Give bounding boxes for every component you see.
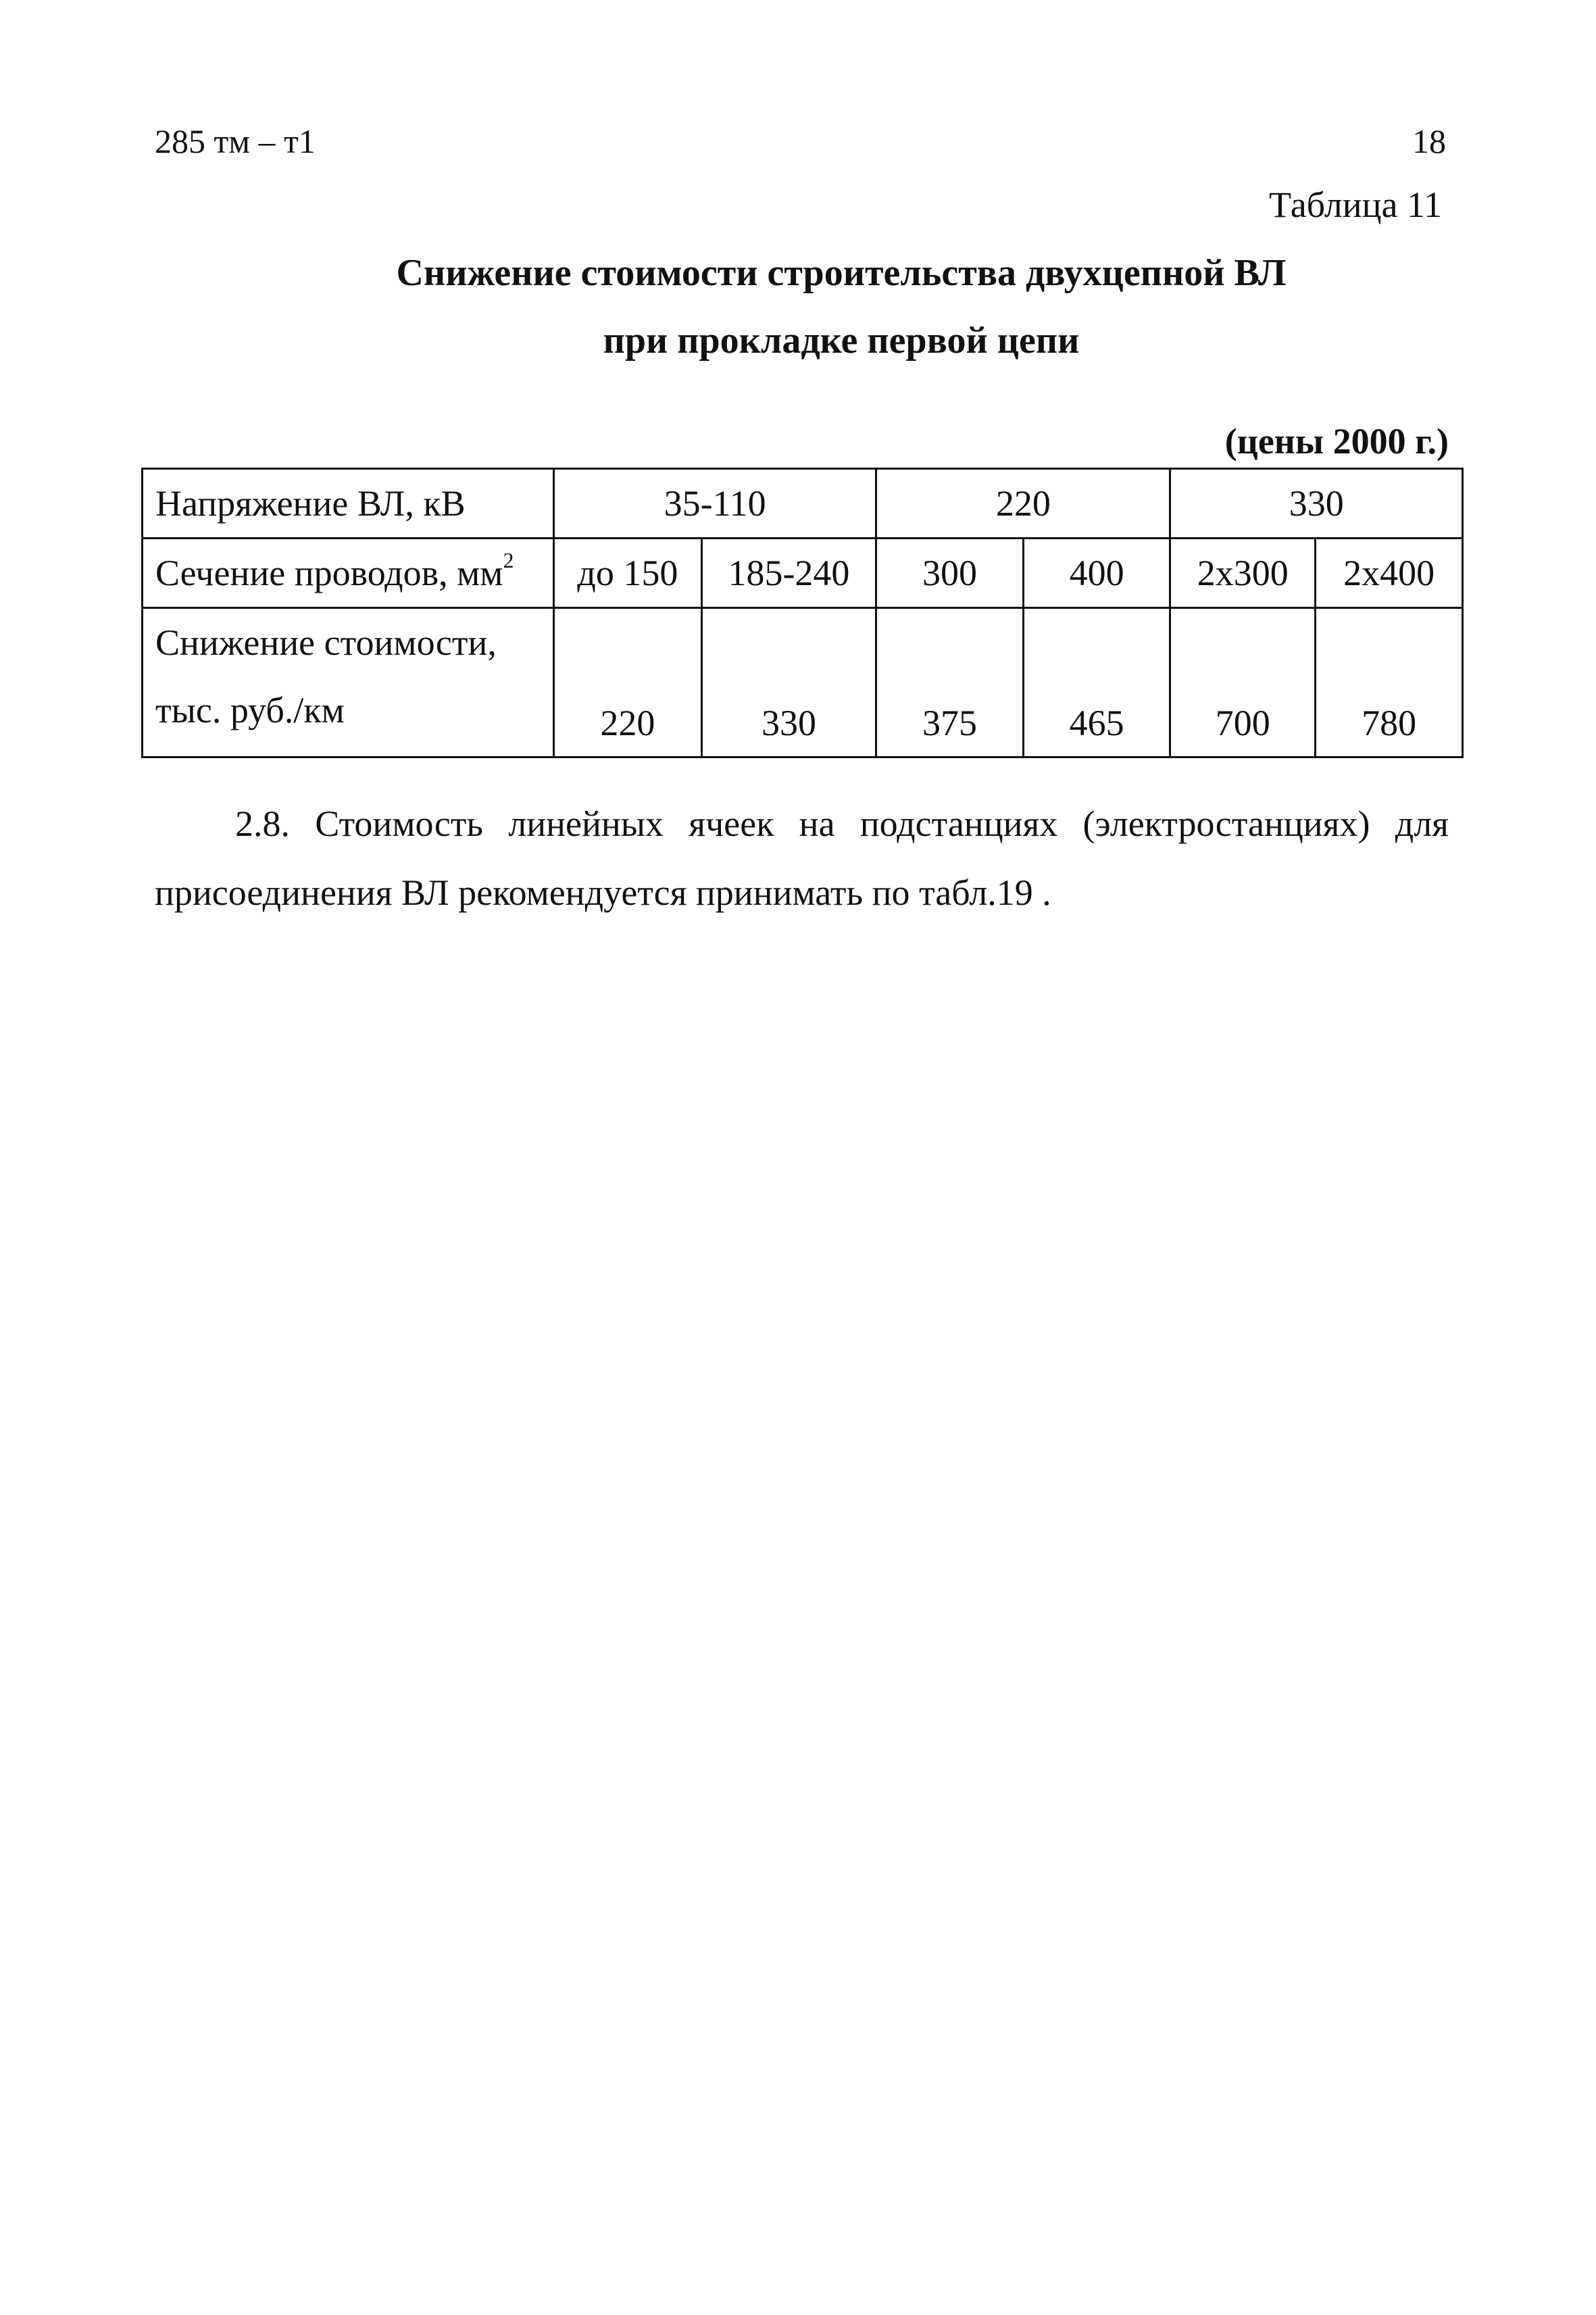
row-header [143, 539, 554, 608]
table-cell: 375 [876, 608, 1024, 757]
table-cell: 300 [876, 539, 1024, 608]
table-label: Таблица 11 [1269, 184, 1442, 225]
table-cell: 220 [876, 469, 1170, 539]
table-cell: 220 [554, 608, 702, 757]
row-header: Напряжение ВЛ, кВ [143, 469, 554, 539]
table-cell: 465 [1023, 608, 1170, 757]
paragraph-line-1 [155, 803, 1449, 845]
superscript: 2 [503, 548, 514, 572]
paragraph-line-2: присоединения ВЛ рекомендуется принимать по табл.19 . [155, 872, 1051, 913]
table-cell: 2х300 [1170, 539, 1316, 608]
table-row-voltage [143, 469, 1463, 539]
table-cell: 185-240 [701, 539, 876, 608]
table-row-cross-section [143, 539, 1463, 608]
row-header-text: Сечение проводов, мм [155, 553, 503, 593]
table-title-line-1: Снижение стоимости строительства двухцепной ВЛ [396, 252, 1287, 294]
table-cell: 35-110 [554, 469, 876, 539]
table-cell: 700 [1170, 608, 1316, 757]
table-title-line-2: при прокладке первой цепи [603, 320, 1080, 362]
cost-reduction-table [141, 468, 1464, 758]
row-header [143, 608, 554, 757]
row-header-line-2: тыс. руб./км [155, 690, 345, 730]
prices-note: (цены 2000 г.) [1224, 421, 1449, 462]
table-cell: 330 [701, 608, 876, 757]
table-cell: 400 [1023, 539, 1170, 608]
table-cell: 330 [1170, 469, 1463, 539]
table-row-cost-reduction [143, 608, 1463, 757]
paragraph-text: 2.8. Стоимость линейных ячеек на подстанциях (электростанциях) для [235, 803, 1449, 844]
table-cell: 780 [1316, 608, 1463, 757]
row-header-line-1: Снижение стоимости, [155, 622, 497, 663]
table-cell: до 150 [554, 539, 702, 608]
table-cell: 2х400 [1316, 539, 1463, 608]
page-number: 18 [1412, 122, 1446, 160]
document-code: 285 тм – т1 [155, 122, 316, 160]
